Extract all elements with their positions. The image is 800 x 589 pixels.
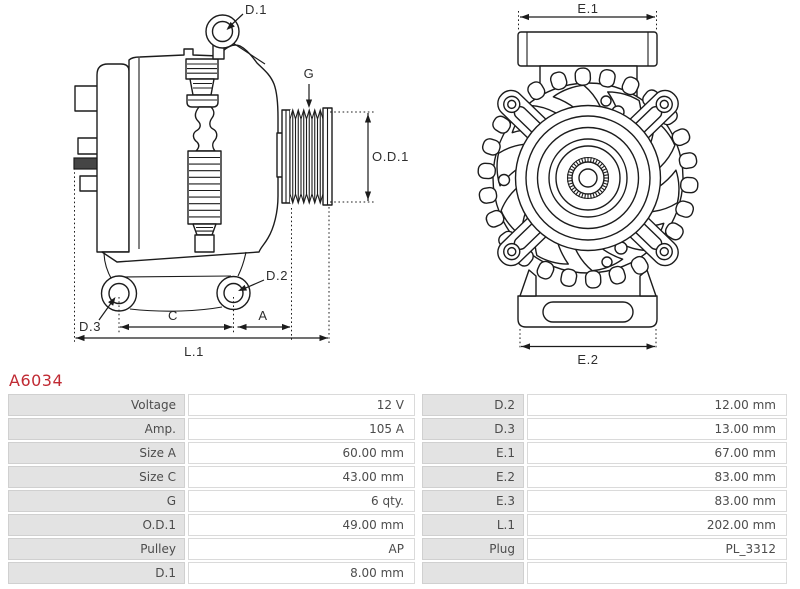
- part-number-title: A6034: [9, 371, 64, 390]
- bottom-mount-slot: [543, 302, 633, 322]
- spec-value-cell: 13.00 mm: [527, 418, 787, 440]
- terminal-small: [78, 138, 98, 154]
- stator-base: [195, 235, 214, 252]
- spec-label-cell: Size C: [8, 466, 185, 488]
- dim-label-od1: O.D.1: [372, 149, 409, 164]
- spec-label-cell: E.2: [422, 466, 524, 488]
- spec-value-cell: 8.00 mm: [188, 562, 415, 584]
- spec-row: [422, 538, 787, 560]
- stator-foot: [193, 224, 216, 235]
- spec-row: [8, 466, 415, 488]
- shaft-hole: [579, 169, 597, 187]
- dim-label-a: A: [258, 308, 268, 323]
- spec-row: [8, 514, 415, 536]
- spec-row: [8, 442, 415, 464]
- spec-label-cell: [422, 562, 524, 584]
- rear-cover: [97, 64, 129, 252]
- spec-value-cell: 12.00 mm: [527, 394, 787, 416]
- spec-value-cell: 60.00 mm: [188, 442, 415, 464]
- spec-value-cell: 12 V: [188, 394, 415, 416]
- spec-label-cell: Amp.: [8, 418, 185, 440]
- spec-label-cell: L.1: [422, 514, 524, 536]
- terminal-small-2: [80, 176, 98, 191]
- spec-value-cell: PL_3312: [527, 538, 787, 560]
- dim-label-e1: E.1: [577, 1, 599, 16]
- spec-row: [422, 466, 787, 488]
- spec-row: [8, 490, 415, 512]
- pulley-grooves: [290, 111, 323, 202]
- spec-label-cell: O.D.1: [8, 514, 185, 536]
- stator-collar: [190, 79, 214, 95]
- spec-value-cell: AP: [188, 538, 415, 560]
- spec-value-cell: 83.00 mm: [527, 466, 787, 488]
- leg-left: [520, 270, 536, 296]
- spec-tables: [0, 394, 800, 584]
- face-hole: [499, 175, 510, 186]
- spec-row: [422, 394, 787, 416]
- dim-label-d3: D.3: [79, 319, 102, 334]
- spec-row: [422, 562, 787, 584]
- spec-row: [422, 514, 787, 536]
- dim-label-e2: E.2: [577, 352, 599, 367]
- dim-label-d1: D.1: [245, 2, 268, 17]
- mount-hole-d2: [224, 284, 243, 303]
- spec-label-cell: D.3: [422, 418, 524, 440]
- front-view-drawing: [478, 1, 699, 367]
- spec-label-cell: Plug: [422, 538, 524, 560]
- spec-row: [8, 562, 415, 584]
- spec-row: [422, 442, 787, 464]
- spec-label-cell: Size A: [8, 442, 185, 464]
- spec-row: [8, 418, 415, 440]
- spec-value-cell: 83.00 mm: [527, 490, 787, 512]
- spec-label-cell: E.3: [422, 490, 524, 512]
- spec-row: [422, 418, 787, 440]
- spec-label-cell: Pulley: [8, 538, 185, 560]
- spec-value-cell: 67.00 mm: [527, 442, 787, 464]
- spec-value-cell: [527, 562, 787, 584]
- spec-value-cell: 6 qty.: [188, 490, 415, 512]
- spec-row: [8, 538, 415, 560]
- spec-label-cell: D.1: [8, 562, 185, 584]
- spec-value-cell: 49.00 mm: [188, 514, 415, 536]
- dim-label-d2: D.2: [266, 268, 289, 283]
- spec-value-cell: 43.00 mm: [188, 466, 415, 488]
- stator-ribs-lower: [188, 151, 221, 224]
- dim-label-l1: L.1: [184, 344, 204, 359]
- spec-table-right: [422, 394, 787, 584]
- face-hole: [602, 257, 612, 267]
- terminal-block: [75, 86, 99, 111]
- spec-label-cell: D.2: [422, 394, 524, 416]
- top-mount-block: [518, 32, 657, 66]
- stator-flare: [187, 95, 218, 107]
- spec-label-cell: G: [8, 490, 185, 512]
- dim-label-g: G: [303, 66, 315, 81]
- spec-label-cell: Voltage: [8, 394, 185, 416]
- spec-row: [422, 490, 787, 512]
- spec-table-left: [8, 394, 415, 584]
- side-view-drawing: [74, 2, 409, 359]
- dim-label-c: C: [168, 308, 178, 323]
- spec-value-cell: 105 A: [188, 418, 415, 440]
- spec-value-cell: 202.00 mm: [527, 514, 787, 536]
- connector-plug: [74, 158, 98, 169]
- spec-label-cell: E.1: [422, 442, 524, 464]
- face-hole: [601, 96, 611, 106]
- spec-row: [8, 394, 415, 416]
